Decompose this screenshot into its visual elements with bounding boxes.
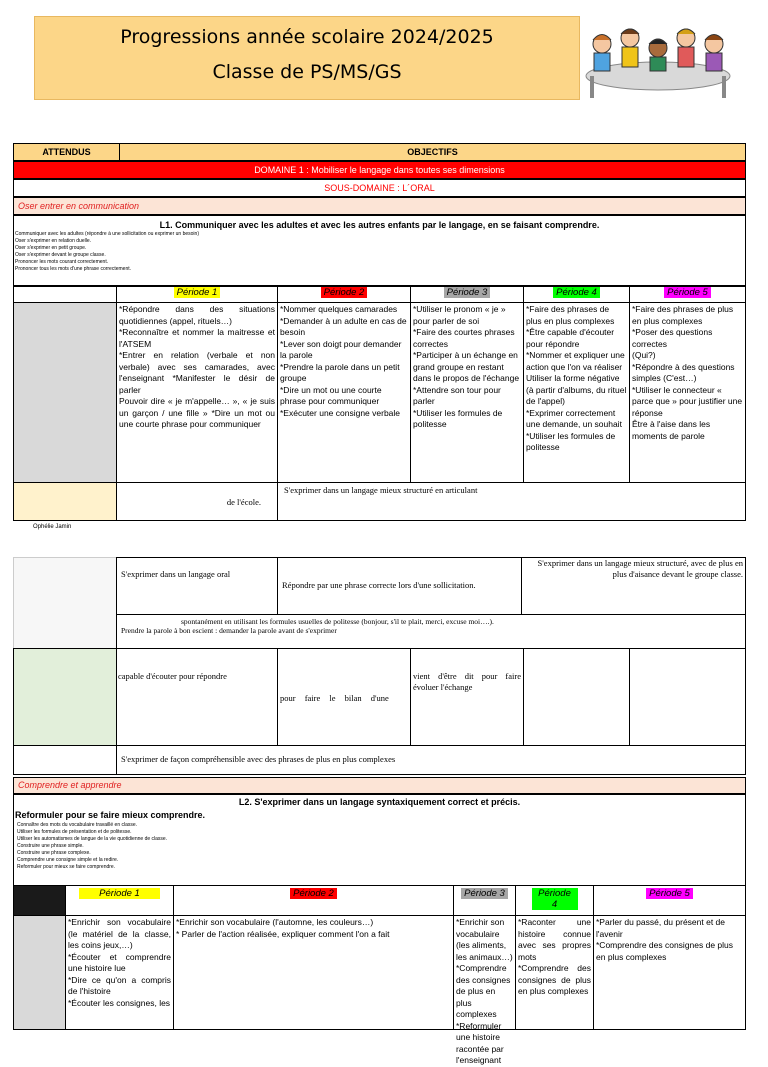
p2-row3-col2: capable d'écouter pour répondre <box>116 648 278 746</box>
objective-l2-subtitle: Reformuler pour se faire mieux comprendre. <box>15 810 206 820</box>
period-5-header: Période 5 <box>629 286 746 303</box>
p2-black-cell <box>13 885 66 916</box>
section-comprendre-title: Comprendre et apprendre <box>13 777 746 794</box>
subdomain-title: SOUS-DOMAINE : L´ORAL <box>13 179 746 197</box>
period-3-content: *Utiliser le pronom « je » pour parler de soi *Faire des courtes phrases correctes *Participer à un échange en grand groupe en restant dans le propos de l'échange *Attendre son tour pour parler *Utiliser les formules de politesse <box>410 302 524 483</box>
attendu-item: Construire une phrase complexe. <box>17 850 91 856</box>
class-title: Classe de PS/MS/GS <box>212 61 402 83</box>
p2-row3-col4: vient d'être dit pour faire évoluer l'échange <box>410 648 524 746</box>
attendu-item: Communiquer avec les adultes (répondre à une sollicitation ou exprimer un besoin) <box>15 231 199 237</box>
period-4-header: Période 4 <box>523 286 630 303</box>
attendu-item: Prononcer tous les mots d'une phrase correctement. <box>15 266 132 272</box>
objective-l1: L1. Communiquer avec les adultes et avec les autres enfants par le langage, en se faisant comprendre. <box>159 220 600 230</box>
attendu-item: Construire une phrase simple. <box>17 843 84 849</box>
attendu-item: Utiliser les formules de présentation et de politesse. <box>17 829 132 835</box>
s2-period-5-content: *Parler du passé, du présent et de l'avenir *Comprendre des consignes de plus en plus complexes <box>593 915 746 1030</box>
objective-l2: L2. S'exprimer dans un langage syntaxiquement correct et précis. <box>238 797 521 807</box>
attendu-item: Prononcer les mots courant correctement. <box>15 259 109 265</box>
period-2-header: Période 2 <box>277 286 411 303</box>
objective-l2-block <box>13 794 746 886</box>
author-footer: Ophélie Jamin <box>33 524 72 530</box>
p2-row1-col3: Répondre par une phrase correcte lors d'une sollicitation. <box>277 557 522 615</box>
attendus-list <box>14 231 745 273</box>
p2-row3-col3: pour faire le bilan d'une <box>277 648 411 746</box>
s2-period-3-content: *Enrichir son vocabulaire (les aliments, les animaux…) *Comprendre des consignes de plus en plus complexes *Reformuler une histoire racontée par l'enseignant <box>453 915 516 1030</box>
attendu-item: Connaître des mots du vocabulaire travaillé en classe. <box>17 822 138 828</box>
p2-row4-left <box>13 745 117 775</box>
s2-period-4-content: *Raconter une histoire connue avec ses propres mots *Comprendre des consignes de plus en plus complexes <box>515 915 594 1030</box>
s2-period-5-header: Période 5 <box>593 885 746 916</box>
s2-period-2-content: *Enrichir son vocabulaire (l'automne, les couleurs…) * Parler de l'action réalisée, expliquer comment l'on a fait <box>173 915 454 1030</box>
period-1-content: *Répondre dans des situations quotidiennes (appel, rituels…) *Reconnaître et nommer la maitresse et l'ATSEM *Entrer en relation (verbale et non verbale) avec ses camarades, avec l'enseignant *Manifester le désir de parler Pouvoir dire « je m'appelle… », « je suis un garçon / une fille » *Dire un mot ou une courte phrase pour communiquer <box>116 302 278 483</box>
attendus-list-l2 <box>14 822 745 871</box>
p2-row3-col5 <box>523 648 630 746</box>
p2-row1-col5: S'exprimer dans un langage mieux structuré, avec de plus en plus d'aisance devant le groupe classe. <box>521 557 746 615</box>
attendus-shaded-cell <box>13 302 117 483</box>
period-1-header: Période 1 <box>116 286 278 303</box>
p2-row1-col2: S'exprimer dans un langage oral <box>116 557 278 615</box>
p2-attendus-cell <box>13 557 117 649</box>
objectifs-header: OBJECTIFS <box>119 143 746 161</box>
period-row-spacer <box>13 286 117 303</box>
attendu-item: Utiliser les automatismes de langue de la vie quotidienne de classe. <box>17 836 168 842</box>
p2-row2-line2: Prendre la parole à bon escient : demander la parole avant de s'exprimer <box>121 626 337 635</box>
period-4-content: *Faire des phrases de plus en plus complexes *Être capable d'écouter pour répondre *Nommer et expliquer une action que l'on va réaliser Utiliser la forme négative (à partir d'albums, du rituel de l'appel) *Exprimer correctement une demande, un souhait *Utiliser les formules de politesse <box>523 302 630 483</box>
s2-attendus-shaded <box>13 915 66 1030</box>
row2-right-text: S'exprimer dans un langage mieux structuré en articulant <box>277 482 746 521</box>
s2-period-2-header: Période 2 <box>173 885 454 916</box>
domain-banner: DOMAINE 1 : Mobiliser le langage dans toutes ses dimensions <box>13 161 746 179</box>
period-2-content: *Nommer quelques camarades *Demander à un adulte en cas de besoin *Lever son doigt pour demander la parole *Prendre la parole dans un petit groupe *Dire un mot ou une courte phrase pour communiquer *Exécuter une consigne verbale <box>277 302 411 483</box>
s2-period-4-header: Période 4 <box>515 885 594 916</box>
section-oser-title: Oser entrer en communication <box>13 197 746 215</box>
attendus-header: ATTENDUS <box>13 143 120 161</box>
attendu-item: Oser s'exprimer devant le groupe classe. <box>15 252 106 258</box>
s2-period-1-header: Période 1 <box>65 885 174 916</box>
period-5-content: *Faire des phrases de plus en plus complexes *Poser des questions correctes (Qui?) *Répondre à des questions simples (C'est…) *Utiliser le connecteur « parce que » pour justifier une réponse Être à l'aise dans les moments de parole <box>629 302 746 483</box>
s2-period-3-header: Période 3 <box>453 885 516 916</box>
attendu-item: Oser s'exprimer en petit groupe. <box>15 245 87 251</box>
objective-l1-block <box>13 215 746 286</box>
attendu-item: Oser s'exprimer en relation duelle. <box>15 238 91 244</box>
p2-row2 <box>116 614 746 649</box>
document-title: Progressions année scolaire 2024/2025 <box>120 26 494 48</box>
attendus-beige-cell <box>13 482 117 521</box>
attendu-item: Reformuler pour mieux se faire comprendre. <box>17 864 116 870</box>
children-at-table-illustration <box>582 14 734 104</box>
period-3-header: Période 3 <box>410 286 524 303</box>
s2-period-1-content: *Enrichir son vocabulaire (le matériel de la classe, les coins jeux,…) *Écouter et comprendre une histoire lue *Dire ce qu'on a compris de l'histoire *Écouter les consignes, les <box>65 915 174 1030</box>
p2-row4: S'exprimer de façon compréhensible avec des phrases de plus en plus complexes <box>116 745 746 775</box>
attendu-item: Comprendre une consigne simple et la redire. <box>17 857 119 863</box>
row2-left-text: de l'école. <box>116 482 278 521</box>
p2-green-cell <box>13 648 117 746</box>
p2-row3-col6 <box>629 648 746 746</box>
p2-row2-line1: spontanément en utilisant les formules usuelles de politesse (bonjour, s'il te plait, merci, excuse moi….). <box>181 617 494 626</box>
header-banner <box>34 16 580 100</box>
